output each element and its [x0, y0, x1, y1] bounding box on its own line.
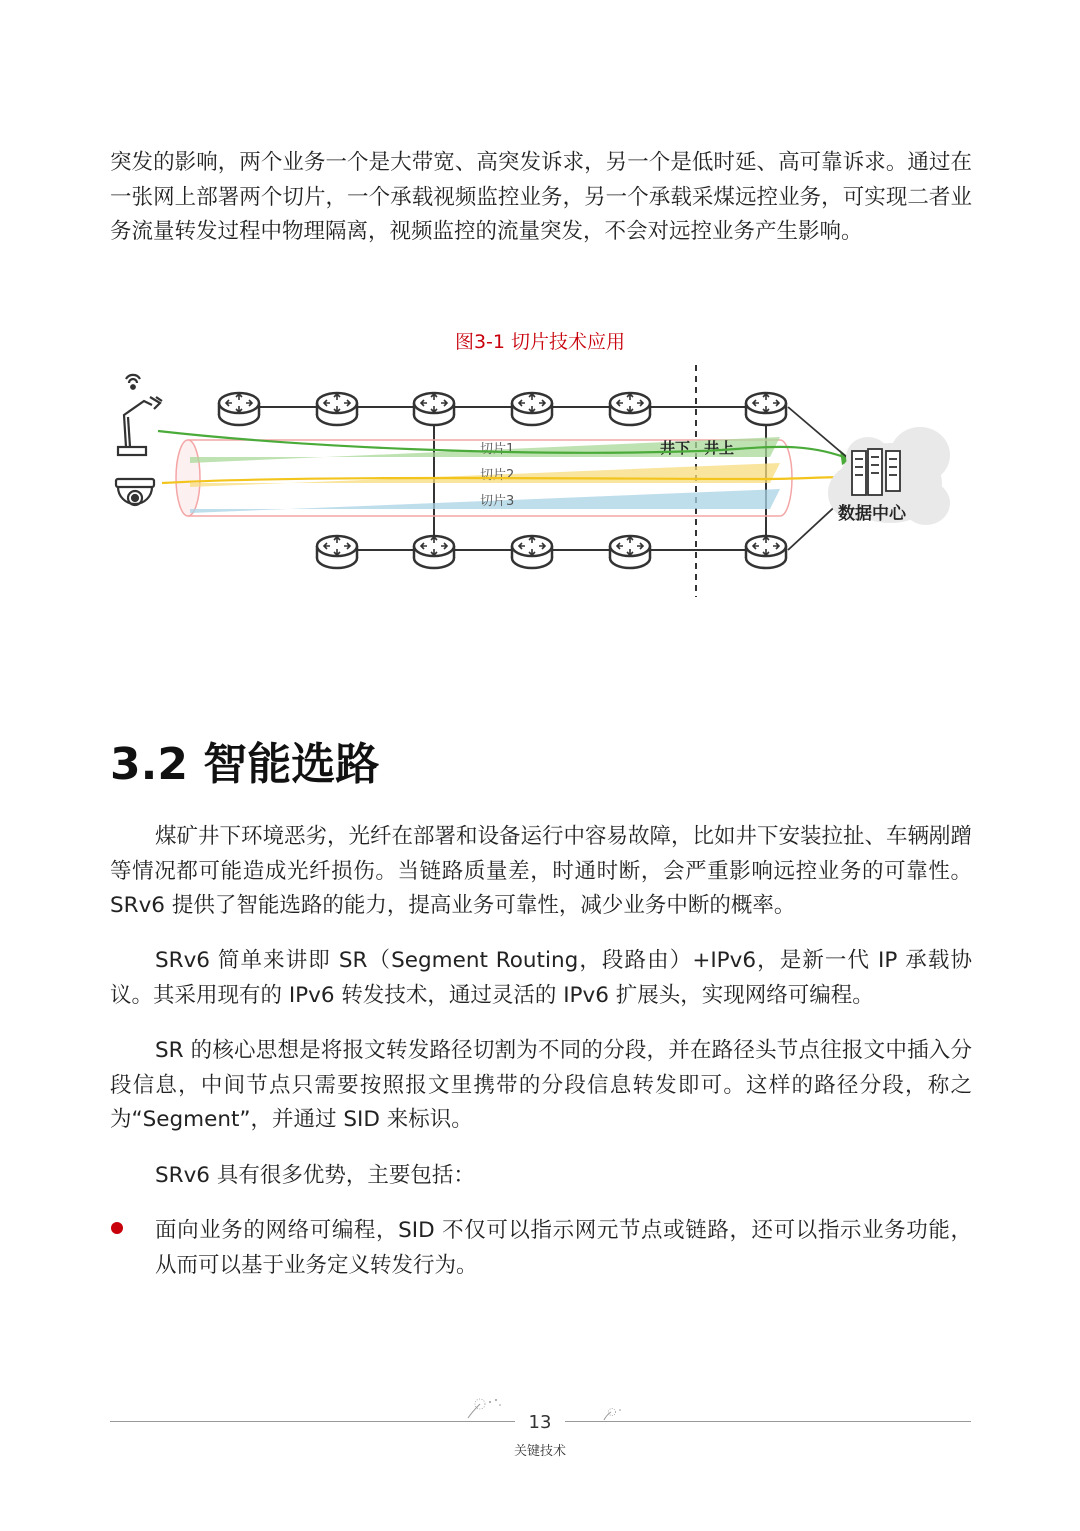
label-underground: 井下 [660, 439, 691, 457]
router-icon [610, 536, 650, 568]
datacenter-label: 数据中心 [838, 504, 906, 524]
body-paragraph: SRv6 简单来讲即 SR（Segment Routing，段路由）+IPv6，是新一代 IP 承载协议。其采用现有的 IPv6 转发技术，通过灵活的 IPv6 扩展头，实现网络可编程。 [110, 948, 972, 1008]
slice-label-1: 切片1 [480, 442, 515, 457]
router-icon [317, 393, 357, 425]
robot-arm-icon [118, 375, 162, 455]
router-icon [219, 393, 259, 425]
section-heading: 3.2 智能选路 [110, 739, 380, 790]
router-icon [317, 536, 357, 568]
intro-paragraph: 突发的影响，两个业务一个是大带宽、高突发诉求，另一个是低时延、高可靠诉求。通过在一张网上部署两个切片，一个承载视频监控业务，另一个承载采煤远控业务，可实现二者业务流量转发过程中物理隔离，视频监控的流量突发，不会对远控业务产生影响。 [110, 150, 972, 244]
footer-label: 关键技术 [513, 1444, 566, 1459]
router-icon [610, 393, 650, 425]
bullet-icon [111, 1222, 123, 1234]
figure-caption: 图3-1 切片技术应用 [454, 331, 626, 353]
slicing-diagram [100, 365, 960, 605]
router-icon [414, 393, 454, 425]
page-number: 13 [528, 1412, 552, 1433]
slice-label-2: 切片2 [480, 468, 515, 483]
body-paragraph: SRv6 具有很多优势，主要包括： [155, 1163, 475, 1188]
router-icon [414, 536, 454, 568]
label-aboveground: 井上 [704, 439, 735, 457]
router-icon [746, 393, 786, 425]
router-icon [512, 393, 552, 425]
router-icon [512, 536, 552, 568]
camera-icon [116, 479, 154, 505]
body-paragraph: 煤矿井下环境恶劣，光纤在部署和设备运行中容易故障，比如井下安装拉扯、车辆剐蹭等情况都可能造成光纤损伤。当链路质量差，时通时断，会严重影响远控业务的可靠性。SRv6 提供了智能选路的能力，提高业务可靠性，减少业务中断的概率。 [110, 824, 973, 918]
slice-label-3: 切片3 [480, 494, 515, 509]
server-rack-icon [852, 449, 900, 495]
body-paragraph: SR 的核心思想是将报文转发路径切割为不同的分段，并在路径头节点往报文中插入分段信息，中间节点只需要按照报文里携带的分段信息转发即可。这样的路径分段，称之为“Segment”，并通过 SID 来标识。 [110, 1038, 972, 1132]
router-icon [746, 536, 786, 568]
bullet-item: 面向业务的网络可编程，SID 不仅可以指示网元节点或链路，还可以指示业务功能，从而可以基于业务定义转发行为。 [155, 1218, 972, 1278]
